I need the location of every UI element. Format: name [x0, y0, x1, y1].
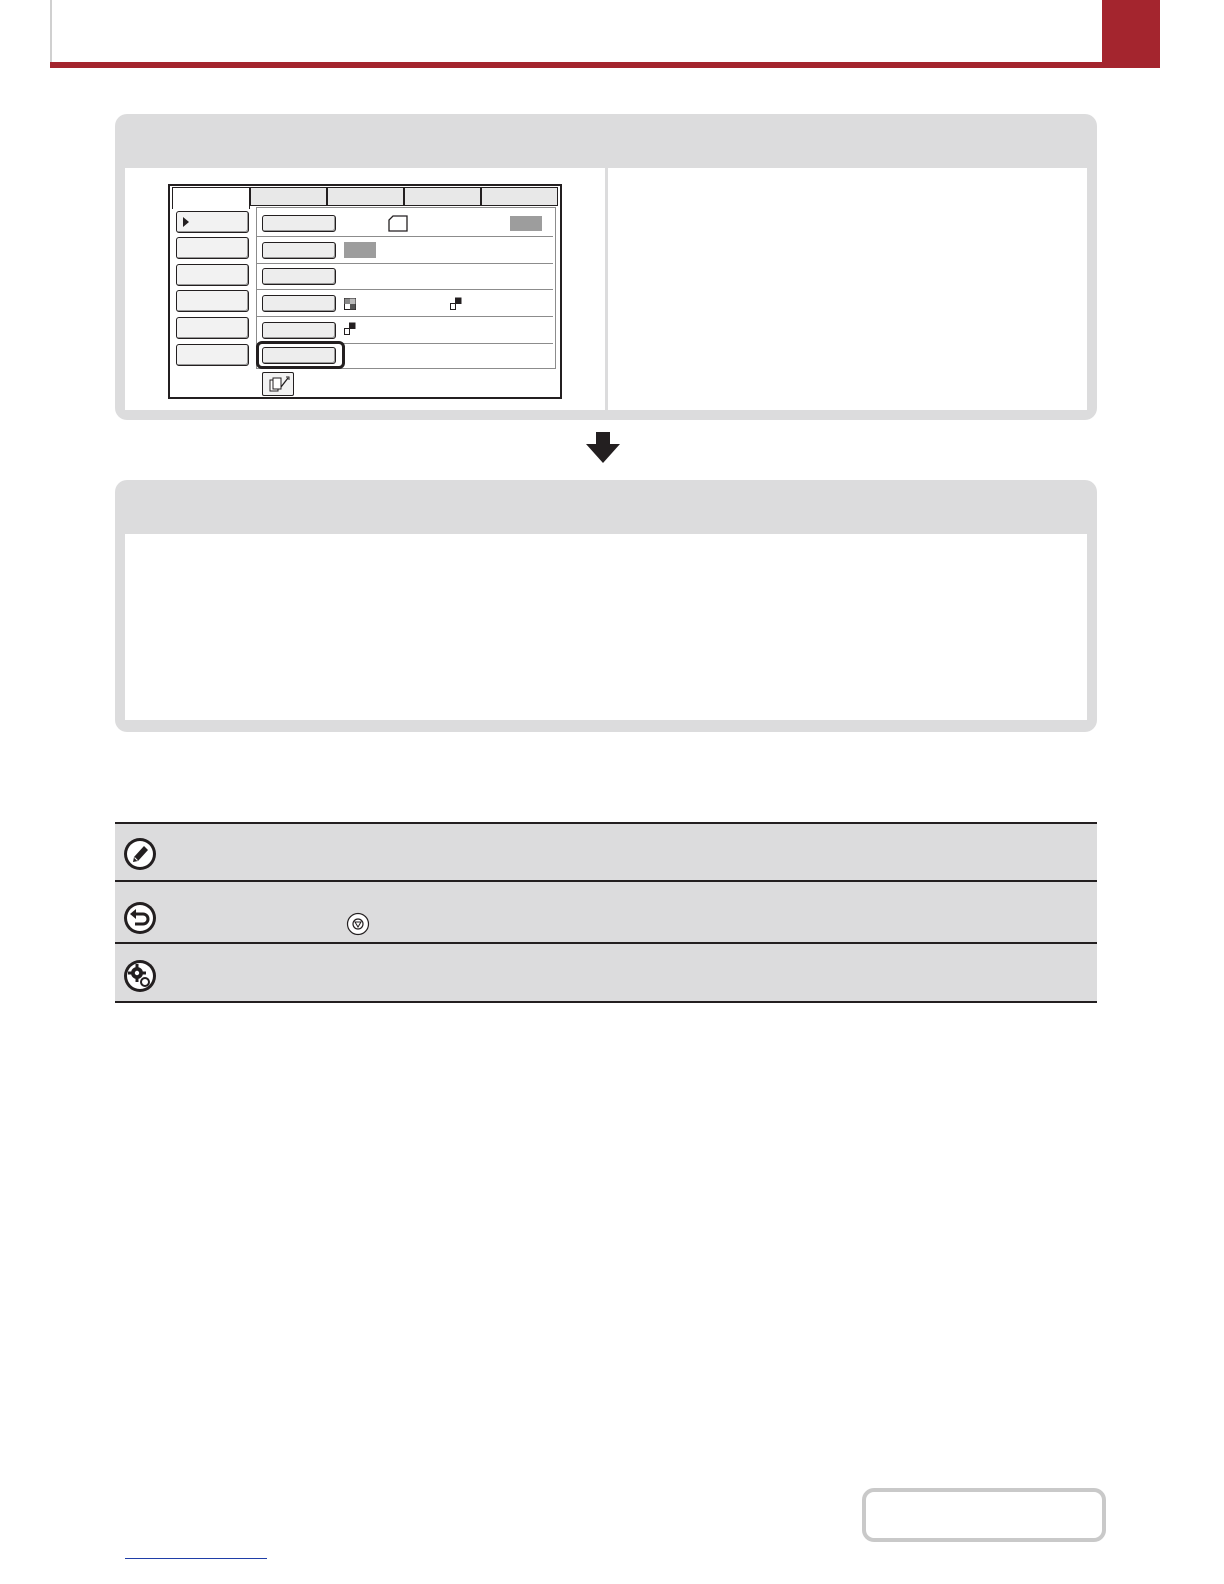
note-row-1 [115, 822, 1097, 882]
setting-button-5[interactable] [262, 322, 336, 339]
color-mode-icon [344, 298, 356, 310]
side-button-4[interactable] [176, 290, 249, 312]
side-button-3[interactable] [176, 264, 249, 286]
row-divider [257, 263, 553, 264]
screen-tab-2[interactable] [250, 187, 327, 206]
note-row-2 [115, 880, 1097, 944]
step-2-text-cell [125, 534, 1087, 720]
step-panel-2 [115, 480, 1097, 732]
return-arrow-icon [122, 900, 158, 936]
chapter-tab[interactable] [1102, 0, 1160, 68]
side-button-5[interactable] [176, 317, 249, 339]
mono-mode-icon [450, 297, 462, 310]
row-divider [257, 316, 553, 317]
header-rule [50, 62, 1160, 68]
edit-document-icon [267, 375, 291, 393]
original-size-icon [388, 215, 408, 232]
setting-button-3[interactable] [262, 268, 336, 285]
setting-button-4[interactable] [262, 295, 336, 312]
operation-screen-illustration [168, 184, 562, 399]
setting-value-box [344, 242, 376, 258]
screen-tab-1[interactable] [172, 187, 250, 209]
arrow-down-icon [585, 432, 621, 464]
system-settings-gear-icon [122, 958, 158, 994]
note-row-3 [115, 942, 1097, 1002]
pencil-note-icon [122, 836, 158, 872]
mono-mode-icon [344, 322, 356, 335]
side-button-2[interactable] [176, 237, 249, 259]
note-bottom-rule [115, 1001, 1097, 1003]
page-header [50, 0, 1102, 62]
triangle-right-icon [183, 217, 191, 227]
step-1-text-cell [608, 168, 1087, 410]
screen-tab-5[interactable] [481, 187, 558, 206]
program-edit-button[interactable] [262, 372, 294, 396]
footer-link[interactable] [125, 1558, 267, 1559]
setting-button-1[interactable] [262, 215, 336, 232]
side-button-6[interactable] [176, 344, 249, 366]
highlighted-setting-ring [256, 341, 345, 369]
screen-tab-4[interactable] [404, 187, 481, 206]
setting-button-2[interactable] [262, 242, 336, 259]
reset-key-icon [346, 912, 370, 936]
row-divider [257, 236, 553, 237]
side-button-1[interactable] [176, 211, 249, 233]
page-number-box [862, 1488, 1106, 1542]
row-divider [257, 289, 553, 290]
setting-value-box [510, 216, 542, 231]
screen-tab-3[interactable] [327, 187, 404, 206]
